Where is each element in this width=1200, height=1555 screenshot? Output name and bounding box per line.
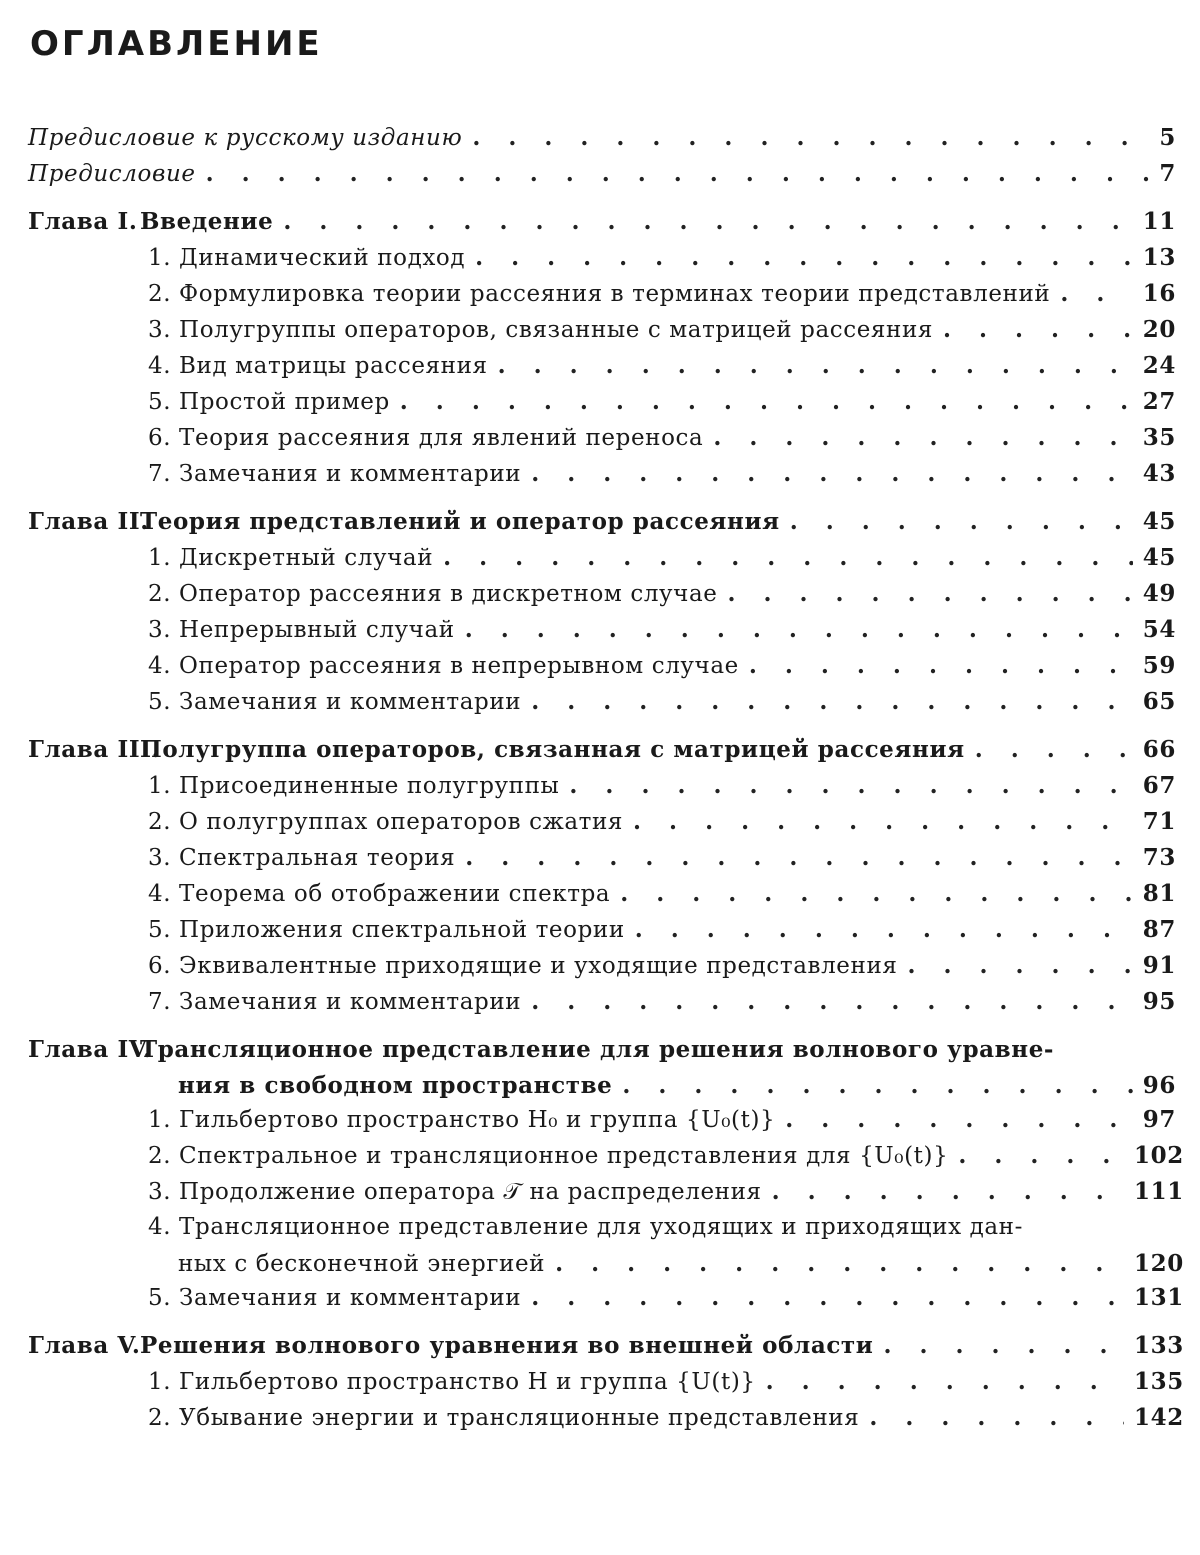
dot-leader (475, 244, 1133, 271)
toc-section-row (28, 652, 1176, 688)
toc-entry-text: 2. О полугруппах операторов сжатия (148, 809, 624, 835)
chapter-number: Глава II. (28, 508, 149, 535)
toc-entry-label (28, 545, 433, 571)
dot-leader (713, 424, 1132, 451)
toc-entry-text: ния в свободном пространстве (178, 1072, 613, 1099)
page-number: 87 (1142, 916, 1176, 943)
toc-entry-text: 2. Убывание энергии и трансляционные представления (148, 1405, 860, 1431)
toc-entry-label (28, 1036, 1176, 1063)
toc-section-row (28, 580, 1176, 616)
toc-entry-label (28, 161, 196, 187)
toc-entry-label (28, 508, 780, 535)
toc-chapter-row (28, 736, 1176, 772)
toc-entry-label (28, 1251, 545, 1277)
toc-entry-label (28, 389, 390, 415)
toc-section-row (28, 388, 1176, 424)
dot-leader (569, 772, 1132, 799)
page-number: 43 (1142, 460, 1176, 487)
page-number: 7 (1159, 160, 1176, 187)
page-number: 133 (1134, 1332, 1184, 1359)
toc-entry-text: 2. Оператор рассеяния в дискретном случае (148, 581, 718, 607)
toc-entry-text: 5. Приложения спектральной теории (148, 917, 625, 943)
toc-chapter-row (28, 508, 1176, 544)
page-number: 67 (1142, 772, 1176, 799)
toc-section-row (28, 916, 1176, 952)
page-number: 45 (1142, 544, 1176, 571)
table-of-contents (28, 124, 1184, 1440)
toc-entry-label (28, 689, 521, 715)
page-number: 131 (1134, 1284, 1184, 1311)
toc-section-row (28, 616, 1176, 652)
dot-leader (531, 1284, 1124, 1311)
toc-entry-text: 4. Оператор рассеяния в непрерывном случае (148, 653, 739, 679)
toc-entry-text: 3. Полугруппы операторов, связанные с матрицей рассеяния (148, 317, 934, 343)
dot-leader (472, 124, 1149, 151)
page-number: 35 (1142, 424, 1176, 451)
page-number: 142 (1134, 1404, 1184, 1431)
toc-section-row (28, 1142, 1184, 1178)
page-number: 97 (1142, 1106, 1176, 1133)
toc-entry-text: 1. Гильбертово пространство H и группа {U(t)} (148, 1369, 756, 1395)
page-number: 71 (1142, 808, 1176, 835)
dot-leader (531, 460, 1133, 487)
dot-leader (622, 1072, 1132, 1099)
page-number: 95 (1142, 988, 1176, 1015)
chapter-number: Глава III. (28, 736, 161, 763)
toc-entry-text: 6. Теория рассеяния для явлений переноса (148, 425, 704, 451)
dot-leader (206, 160, 1150, 187)
toc-entry-text: 7. Замечания и комментарии (148, 461, 522, 487)
page-number: 13 (1142, 244, 1176, 271)
dot-leader (283, 208, 1132, 235)
toc-section-row (28, 952, 1176, 988)
toc-entry-label (28, 1072, 612, 1099)
toc-entry-text: 2. Формулировка теории рассеяния в терминах теории представлений (148, 281, 1051, 307)
toc-entry-label (28, 353, 488, 379)
toc-section-row (28, 352, 1176, 388)
toc-entry-label (28, 1405, 859, 1431)
toc-entry-label (28, 208, 273, 235)
toc-entry-label (28, 1107, 775, 1133)
dot-leader (498, 352, 1133, 379)
page-number: 120 (1134, 1250, 1184, 1277)
toc-section-row (28, 544, 1176, 580)
toc-section-row (28, 424, 1176, 460)
toc-entry-label (28, 881, 610, 907)
toc-entry-text: 5. Замечания и комментарии (148, 689, 522, 715)
toc-entry-text: 4. Трансляционное представление для уходящих и приходящих дан- (148, 1214, 1023, 1240)
toc-section-row (28, 844, 1176, 880)
toc-entry-text: 6. Эквивалентные приходящие и уходящие представления (148, 953, 898, 979)
toc-entry-label (28, 1179, 762, 1205)
toc-entry-label (28, 1369, 756, 1395)
toc-entry-label (28, 425, 703, 451)
toc-entry-label (28, 317, 933, 343)
toc-entry-text: Трансляционное представление для решения волнового уравне- (140, 1036, 1055, 1063)
toc-section-row (28, 1284, 1184, 1320)
toc-section-row (28, 1214, 1176, 1250)
chapter-number: Глава V. (28, 1332, 141, 1359)
toc-entry-text: 3. Спектральная теория (148, 845, 456, 871)
toc-section-row (28, 316, 1176, 352)
toc-chapter-row (28, 1072, 1176, 1106)
toc-entry-label (28, 125, 462, 151)
page-number: 54 (1142, 616, 1176, 643)
toc-preface-row (28, 160, 1176, 196)
toc-section-row (28, 1404, 1184, 1440)
chapter-number: Глава I. (28, 208, 138, 235)
chapter-number: Глава IV. (28, 1036, 152, 1063)
dot-leader (465, 616, 1133, 643)
toc-entry-label (28, 773, 559, 799)
dot-leader (620, 880, 1133, 907)
toc-entry-label (28, 809, 623, 835)
toc-entry-label (28, 953, 898, 979)
toc-section-row (28, 1178, 1184, 1214)
toc-entry-text: 1. Динамический подход (148, 245, 466, 271)
dot-leader (555, 1250, 1124, 1277)
toc-section-row (28, 1106, 1176, 1142)
toc-entry-text: 1. Дискретный случай (148, 545, 434, 571)
toc-section-row (28, 244, 1176, 280)
dot-leader (772, 1178, 1124, 1205)
toc-entry-text: 3. Непрерывный случай (148, 617, 455, 643)
toc-entry-label (28, 581, 718, 607)
toc-entry-text: Предисловие к русскому изданию (28, 125, 463, 151)
toc-entry-label (28, 281, 1050, 307)
toc-chapter-row (28, 1036, 1176, 1072)
toc-preface-row (28, 124, 1176, 160)
toc-chapter-row (28, 1332, 1184, 1368)
dot-leader (728, 580, 1133, 607)
dot-leader (869, 1404, 1124, 1431)
dot-leader (633, 808, 1133, 835)
dot-leader (958, 1142, 1124, 1169)
dot-leader (975, 736, 1133, 763)
toc-entry-label (28, 1332, 873, 1359)
page-number: 102 (1134, 1142, 1184, 1169)
toc-entry-text: Предисловие (28, 161, 196, 187)
toc-entry-text: 1. Гильбертово пространство H₀ и группа {U₀(t)} (148, 1107, 776, 1133)
page-number: 11 (1142, 208, 1176, 235)
toc-section-row (28, 772, 1176, 808)
toc-entry-text: 4. Вид матрицы рассеяния (148, 353, 488, 379)
toc-entry-label (28, 989, 521, 1015)
toc-entry-text: Решения волнового уравнения во внешней области (140, 1332, 874, 1359)
toc-section-row (28, 688, 1176, 724)
page-number: 59 (1142, 652, 1176, 679)
toc-entry-text: 3. Продолжение оператора 𝒯 на распределения (148, 1179, 762, 1205)
toc-chapter-row (28, 208, 1176, 244)
toc-entry-label (28, 1143, 948, 1169)
toc-section-row (28, 280, 1176, 316)
page-number: 111 (1134, 1178, 1184, 1205)
toc-entry-text: 1. Присоединенные полугруппы (148, 773, 560, 799)
page-number: 65 (1142, 688, 1176, 715)
page-number: 91 (1142, 952, 1176, 979)
dot-leader (943, 316, 1133, 343)
page-number: 45 (1142, 508, 1176, 535)
toc-entry-label (28, 653, 739, 679)
page-number: 81 (1142, 880, 1176, 907)
dot-leader (908, 952, 1133, 979)
toc-entry-text: Теория представлений и оператор рассеяния (140, 508, 780, 535)
toc-entry-label (28, 845, 455, 871)
dot-leader (790, 508, 1133, 535)
toc-entry-text: Введение (140, 208, 274, 235)
page-title: ОГЛАВЛЕНИЕ (30, 24, 323, 64)
toc-entry-text: 2. Спектральное и трансляционное представления для {U₀(t)} (148, 1143, 949, 1169)
toc-entry-text: ных с бесконечной энергией (178, 1251, 546, 1277)
toc-entry-label (28, 461, 521, 487)
toc-entry-label (28, 917, 625, 943)
toc-entry-label (28, 245, 465, 271)
page-number: 16 (1142, 280, 1176, 307)
page-number: 96 (1142, 1072, 1176, 1099)
toc-entry-text: Полугруппа операторов, связанная с матрицей рассеяния (140, 736, 965, 763)
toc-section-row (28, 880, 1176, 916)
toc-section-row (28, 1368, 1184, 1404)
dot-leader (785, 1106, 1133, 1133)
toc-entry-label (28, 1214, 1176, 1240)
toc-entry-label (28, 736, 965, 763)
page-number: 5 (1159, 124, 1176, 151)
dot-leader (635, 916, 1133, 943)
toc-entry-text: 5. Простой пример (148, 389, 390, 415)
toc-entry-label (28, 1285, 521, 1311)
toc-entry-text: 7. Замечания и комментарии (148, 989, 522, 1015)
dot-leader (531, 988, 1133, 1015)
toc-section-row (28, 1250, 1184, 1284)
toc-section-row (28, 988, 1176, 1024)
dot-leader (400, 388, 1133, 415)
dot-leader (766, 1368, 1124, 1395)
dot-leader (1060, 280, 1132, 307)
page-number: 66 (1142, 736, 1176, 763)
page-number: 49 (1142, 580, 1176, 607)
dot-leader (465, 844, 1133, 871)
dot-leader (531, 688, 1133, 715)
toc-section-row (28, 808, 1176, 844)
dot-leader (749, 652, 1133, 679)
page-number: 135 (1134, 1368, 1184, 1395)
page-number: 24 (1142, 352, 1176, 379)
dot-leader (883, 1332, 1124, 1359)
page-number: 20 (1142, 316, 1176, 343)
toc-entry-label (28, 617, 455, 643)
page-number: 27 (1142, 388, 1176, 415)
toc-entry-text: 4. Теорема об отображении спектра (148, 881, 611, 907)
page-number: 73 (1142, 844, 1176, 871)
dot-leader (443, 544, 1133, 571)
toc-entry-text: 5. Замечания и комментарии (148, 1285, 522, 1311)
toc-section-row (28, 460, 1176, 496)
